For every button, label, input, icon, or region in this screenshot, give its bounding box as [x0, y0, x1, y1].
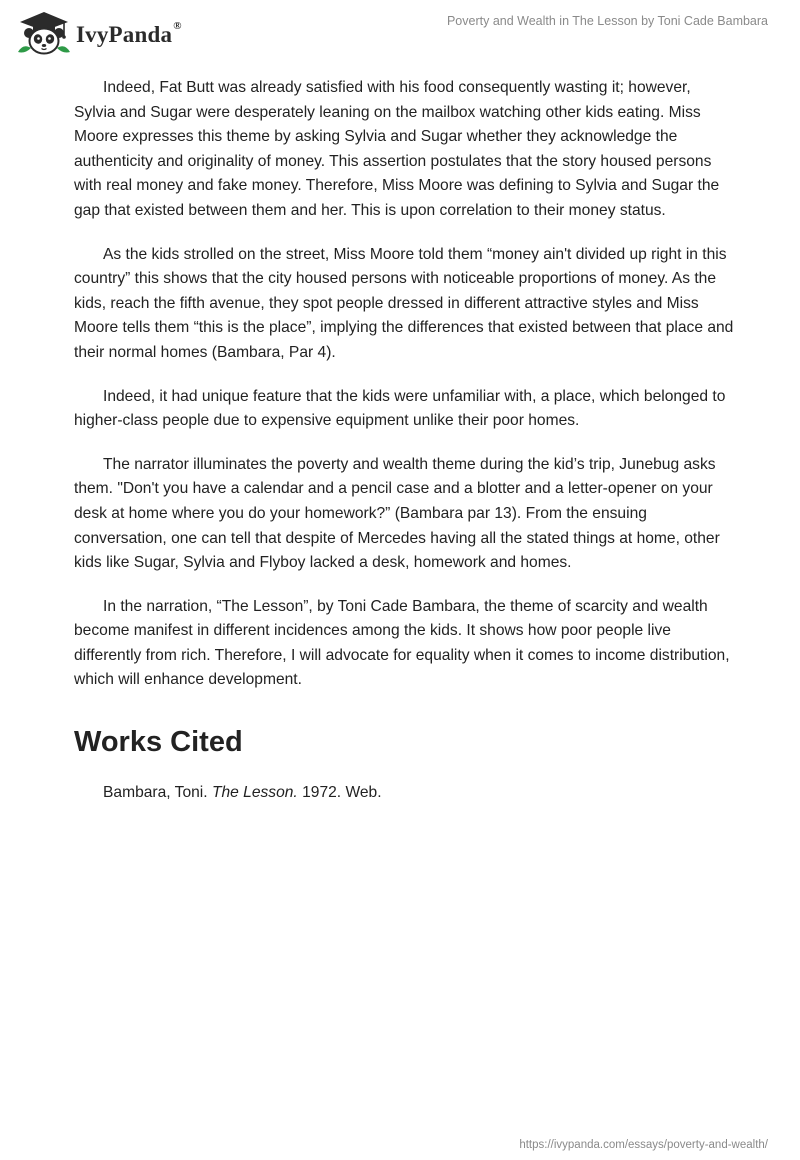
logo-text: IvyPanda®: [76, 20, 182, 47]
citation-title: The Lesson.: [211, 784, 298, 802]
paragraph: Indeed, it had unique feature that the kids were unfamiliar with, a place, which belonged to higher-class people due to expensive equipment unlike their poor homes.: [74, 387, 726, 430]
footer-url[interactable]: https://ivypanda.com/essays/poverty-and-wealth/: [519, 1139, 768, 1151]
ivypanda-logo[interactable]: [14, 8, 182, 58]
citation-author: Bambara, Toni.: [103, 784, 212, 802]
page-header: [0, 0, 800, 70]
works-cited-heading: Works Cited: [74, 726, 243, 759]
citation-entry: [74, 781, 734, 805]
paragraph: As the kids strolled on the street, Miss Moore told them “money ain't divided up right in this country” this shows that the city housed persons with noticeable proportions of money. As the kids, reach the fifth avenue, they spot people dressed in different attractive styles and Miss Moore tells them “this is the place”, implying the differences that existed between that place and their normal homes (Bambara, Par 4).: [74, 245, 734, 361]
running-title: Poverty and Wealth in The Lesson by Toni Cade Bambara: [446, 14, 768, 28]
essay-body: [74, 76, 734, 805]
registered-mark: ®: [173, 20, 182, 32]
paragraph: In the narration, “The Lesson”, by Toni Cade Bambara, the theme of scarcity and wealth become manifest in different incidences among the kids. It shows how poor people live differently from rich. Therefore, I will advocate for equality when it comes to income distribution, which will enhance development.: [74, 597, 730, 689]
panda-graduate-icon: [14, 8, 74, 58]
paragraph: The narrator illuminates the poverty and wealth theme during the kid’s trip, Junebug asks them. "Don't you have a calendar and a pencil case and a blotter and a letter-opener on your desk at home where you do your homework?” (Bambara par 13). From the ensuing conversation, one can tell that despite of Mercedes having all the stated things at home, other kids like Sugar, Sylvia and Flyboy lacked a desk, homework and homes.: [74, 455, 720, 572]
citation-details: 1972. Web.: [297, 784, 382, 802]
paragraph: Indeed, Fat Butt was already satisfied with his food consequently wasting it; however, Sylvia and Sugar were desperately leaning on the mailbox watching other kids eating. Miss Moore expresses this theme by asking Sylvia and Sugar whether they acknowledge the authenticity and originality of money. This assertion postulates that the story housed persons with real money and fake money. Therefore, Miss Moore was defining to Sylvia and Sugar the gap that existed between them and her. This is upon correlation to their money status.: [74, 79, 720, 219]
